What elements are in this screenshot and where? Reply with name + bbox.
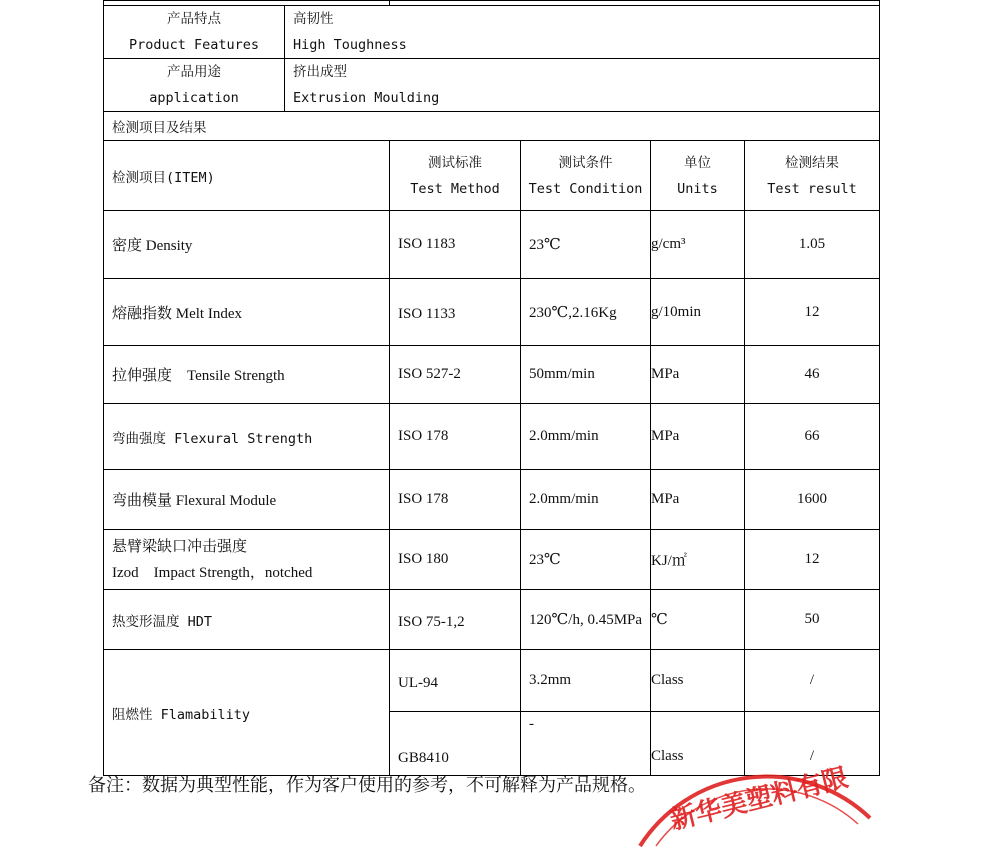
row-method: ISO 75-1,2 bbox=[390, 590, 521, 650]
row-method: UL-94 bbox=[390, 650, 521, 712]
company-seal-stamp bbox=[600, 728, 900, 848]
row-unit: MPa bbox=[651, 404, 745, 470]
header-method: 测试标准 Test Method bbox=[390, 141, 521, 211]
row-condition: 230℃,2.16Kg bbox=[521, 279, 651, 346]
row-result: 1600 bbox=[745, 470, 880, 530]
row-unit: MPa bbox=[651, 470, 745, 530]
features-value-cn: 高韧性 bbox=[293, 11, 334, 27]
row-item-en: Izod Impact Strength，notched bbox=[112, 564, 313, 581]
application-row bbox=[104, 59, 880, 112]
header-item: 检测项目(ITEM) bbox=[104, 141, 390, 211]
flame-row-ul94 bbox=[104, 650, 880, 712]
row-method: ISO 527-2 bbox=[390, 346, 521, 404]
table-row bbox=[104, 530, 880, 590]
row-result: / bbox=[745, 712, 880, 776]
features-row bbox=[104, 6, 880, 59]
application-label-cn: 产品用途 bbox=[167, 64, 221, 80]
row-unit: g/10min bbox=[651, 279, 745, 346]
row-result: 46 bbox=[745, 346, 880, 404]
row-result: 12 bbox=[745, 530, 880, 590]
row-result: 66 bbox=[745, 404, 880, 470]
row-item: 熔融指数 Melt Index bbox=[104, 279, 390, 346]
row-unit: MPa bbox=[651, 346, 745, 404]
features-label-en: Product Features bbox=[128, 37, 260, 53]
row-method: ISO 1133 bbox=[390, 279, 521, 346]
row-result: / bbox=[745, 650, 880, 712]
remark-note: 备注：数据为典型性能，作为客户使用的参考，不可解释为产品规格。 bbox=[88, 775, 646, 796]
row-method: ISO 180 bbox=[390, 530, 521, 590]
row-item-cn: 悬臂梁缺口冲击强度 bbox=[112, 538, 248, 555]
spec-table bbox=[103, 0, 880, 776]
row-item: 热变形温度 HDT bbox=[104, 590, 390, 650]
row-unit: ℃ bbox=[651, 590, 745, 650]
application-value-en: Extrusion Moulding bbox=[293, 90, 440, 106]
row-method: GB8410 bbox=[390, 712, 521, 776]
application-label bbox=[104, 59, 285, 112]
seal-text: 新华美塑料有限 bbox=[667, 762, 852, 837]
header-units: 单位 Units bbox=[651, 141, 745, 211]
row-condition: 23℃ bbox=[521, 211, 651, 279]
table-row bbox=[104, 211, 880, 279]
application-label-en: application bbox=[149, 90, 239, 106]
row-unit: g/cm³ bbox=[651, 211, 745, 279]
features-label-cn: 产品特点 bbox=[167, 11, 221, 27]
table-row bbox=[104, 279, 880, 346]
row-item: 弯曲强度 Flexural Strength bbox=[104, 404, 390, 470]
row-condition: 50mm/min bbox=[521, 346, 651, 404]
row-condition: 2.0mm/min bbox=[521, 470, 651, 530]
table-header-row bbox=[104, 141, 880, 211]
row-item: 弯曲模量 Flexural Module bbox=[104, 470, 390, 530]
row-method: ISO 1183 bbox=[390, 211, 521, 279]
row-result: 50 bbox=[745, 590, 880, 650]
row-item bbox=[104, 530, 390, 590]
row-method: ISO 178 bbox=[390, 404, 521, 470]
header-result: 检测结果 Test result bbox=[745, 141, 880, 211]
row-unit: KJ/㎡ bbox=[651, 530, 745, 590]
row-condition: 2.0mm/min bbox=[521, 404, 651, 470]
row-item: 密度 Density bbox=[104, 211, 390, 279]
row-condition: 3.2mm bbox=[521, 650, 651, 712]
row-unit: Class bbox=[651, 650, 745, 712]
features-value bbox=[285, 6, 880, 59]
application-value bbox=[285, 59, 880, 112]
row-condition: - bbox=[521, 712, 651, 776]
row-method: ISO 178 bbox=[390, 470, 521, 530]
table-row bbox=[104, 590, 880, 650]
table-row bbox=[104, 404, 880, 470]
section-title-row bbox=[104, 112, 880, 141]
flame-item: 阻燃性 Flamability bbox=[104, 650, 390, 776]
features-label bbox=[104, 6, 285, 59]
features-value-en: High Toughness bbox=[293, 37, 407, 53]
header-condition: 测试条件 Test Condition bbox=[521, 141, 651, 211]
application-value-cn: 挤出成型 bbox=[293, 64, 347, 80]
row-unit: Class bbox=[651, 712, 745, 776]
row-result: 12 bbox=[745, 279, 880, 346]
row-item: 拉伸强度 Tensile Strength bbox=[104, 346, 390, 404]
row-condition: 120℃/h, 0.45MPa bbox=[521, 590, 651, 650]
row-condition: 23℃ bbox=[521, 530, 651, 590]
table-row bbox=[104, 346, 880, 404]
section-title: 检测项目及结果 bbox=[104, 112, 880, 141]
row-result: 1.05 bbox=[745, 211, 880, 279]
table-row bbox=[104, 470, 880, 530]
